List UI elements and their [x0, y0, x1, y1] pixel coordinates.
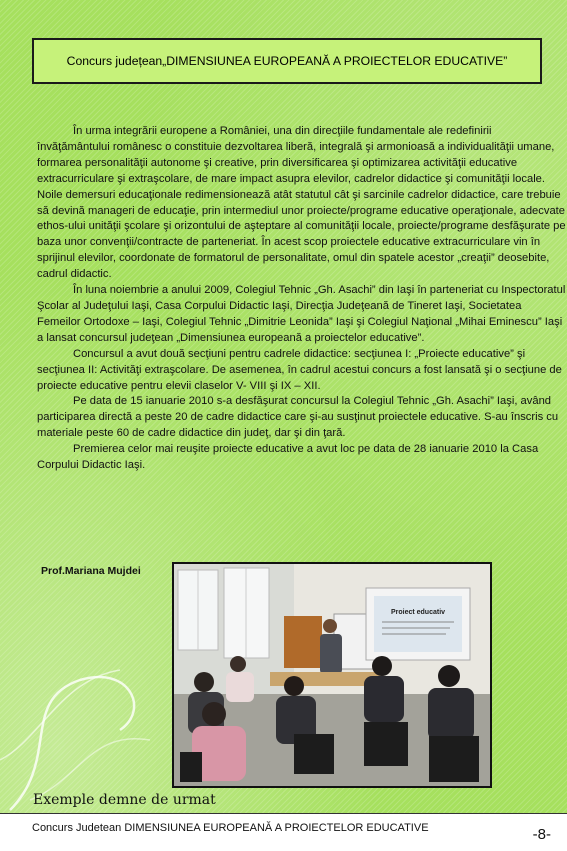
page-number: -8- — [532, 826, 551, 843]
footer-text: Concurs Judetean DIMENSIUNEA EUROPEANĂ A PROIECTELOR EDUCATIVE — [32, 822, 429, 834]
slide-title: Proiect educativ — [390, 609, 446, 616]
paragraph-5: Premierea celor mai reuşite proiecte educative a avut loc pe data de 28 ianuarie 2010 la Casa Corpului Didactic Iaşi. — [37, 443, 539, 472]
author-name: Prof.Mariana Mujdei — [41, 565, 141, 577]
paragraph-1: În urma integrării europene a României, una din direcţiile fundamentale ale redefinirii învăţământului românesc o constituie dezvoltarea liberă, integrală şi armonioasă a individualităţii umane, formarea personalităţii autonome şi creative, prin diversificarea şi optimizarea activităţii educative extracurriculare şi extraşcolare, de mare impact asupra elevilor, cadrelor didactice şi comunităţii locale. Noile demersuri educaţionale redimensionează atât statutul cât şi sarcinile cadrelor didactice, care trebuie să devină manageri de educaţie, prin intermediul unor proiecte/programe educative operaţionale, adecvate ethos-ului unităţii şcolare şi orizontului de aşteptare al comunităţii locale, proiecte/programe desfăşurate pe baza unor convenţii/contracte de parteneriat. În acest scop proiectele educative extracurriculare vin în sprijinul elevilor, coordonate de formatorul de personalitate, omul din spatele acestor „creaţii” deosebite, cadrul didactic. — [37, 125, 566, 281]
paragraph-2: În luna noiembrie a anului 2009, Colegiul Tehnic „Gh. Asachi” din Iaşi în parteneriat cu Inspectoratul Şcolar al Judeţului Iaşi, Casa Corpului Didactic Iaşi, Direcţia Judeţeană de Tineret Iaşi, Societatea Femeilor Ortodoxe – Iaşi, Colegiul Tehnic „Dimitrie Leonida” Iaşi şi Colegiul Naţional „Mihai Eminescu” Iaşi a lansat concursul judeţean „Dimensiunea europeană a proiectelor educative”. — [37, 284, 566, 344]
event-photo — [172, 562, 492, 788]
decorative-swirl — [0, 560, 200, 820]
article-body — [37, 124, 567, 474]
article-title-box — [32, 38, 542, 84]
paragraph-3: Concursul a avut două secţiuni pentru cadrele didactice: secţiunea I: „Proiecte educative” şi secţiunea II: Activităţi extraşcolare. De asemenea, în cadrul acestui concurs a fost lansată şi o secţiune de proiecte educative pentru elevii claselor V- VIII şi IX – XII. — [37, 347, 562, 392]
paragraph-4: Pe data de 15 ianuarie 2010 s-a desfăşurat concursul la Colegiul Tehnic „Gh. Asachi” Iaşi, având participarea directă a peste 20 de cadre didactice care şi-au susţinut proiectele educative. S-au înscris cu materiale peste 60 de cadre didactice din judeţ, dar şi din ţară. — [37, 395, 559, 440]
photo-caption: Exemple demne de urmat — [33, 792, 216, 808]
classroom-photo-image — [174, 564, 490, 786]
article-title: Concurs județean„DIMENSIUNEA EUROPEANĂ A PROIECTELOR EDUCATIVE” — [66, 54, 508, 68]
page-footer — [0, 813, 567, 851]
